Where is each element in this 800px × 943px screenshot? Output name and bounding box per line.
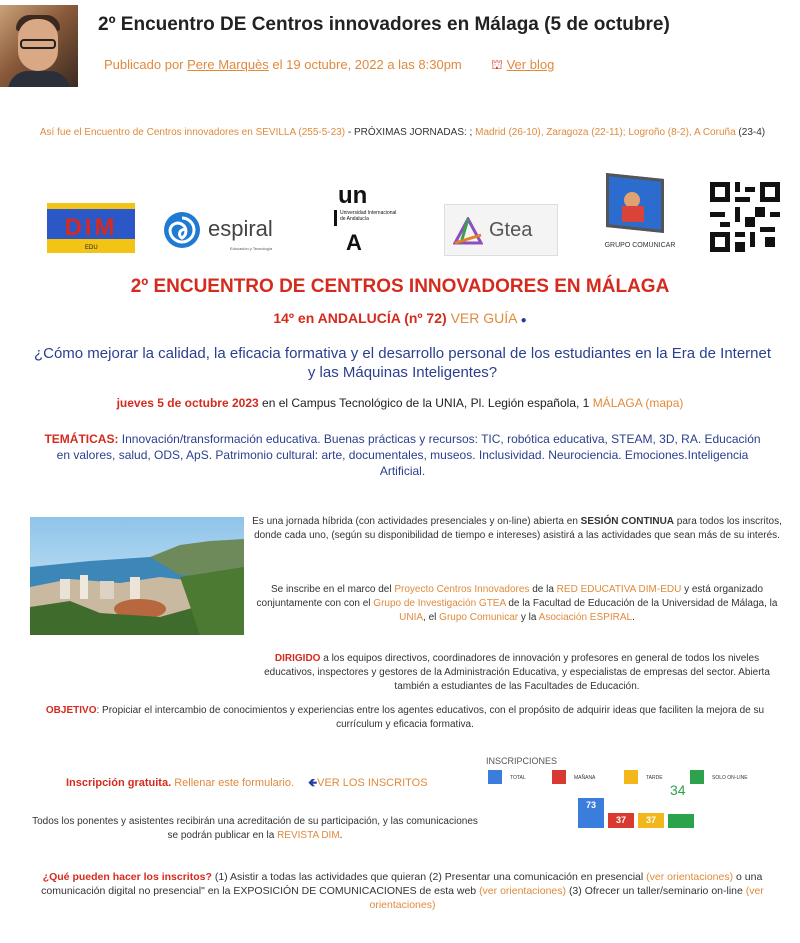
legend-label-1: MAÑANA: [574, 775, 596, 781]
view-blog-link[interactable]: Ver blog: [506, 57, 555, 72]
published-prefix: Publicado por: [104, 57, 184, 72]
project-link[interactable]: Proyecto Centros Innovadores: [394, 584, 530, 595]
espiral-logo[interactable]: espiral Educación y Tecnología: [160, 208, 290, 258]
gtea-triangle-icon: [453, 217, 483, 247]
form-link[interactable]: Rellenar este formulario.: [174, 777, 295, 789]
next-label: - PRÓXIMAS JORNADAS: ;: [347, 127, 473, 138]
view-guide-link[interactable]: VER GUÍA: [450, 310, 517, 326]
registration-row: [66, 774, 466, 793]
event-title: 2º ENCUENTRO DE CENTROS INNOVADORES EN MÁLAGA: [130, 276, 670, 297]
revista-dim-link[interactable]: REVISTA DIM: [277, 830, 340, 841]
gtea-link[interactable]: Grupo de Investigación GTEA: [373, 598, 506, 609]
espiral-link[interactable]: Asociación ESPIRAL: [538, 612, 633, 623]
inscriptions-bar-1: 37: [608, 813, 634, 828]
seville-link[interactable]: Así fue el Encuentro de Centros innovadores en SEVILLA (255-5-23): [39, 127, 346, 138]
legend-swatch-0: [488, 770, 502, 784]
legend-label-3: SOLO ON-LINE: [712, 775, 748, 781]
author-link[interactable]: Pere Marquès: [187, 57, 269, 72]
city-link[interactable]: MÁLAGA: [592, 396, 643, 410]
orientations-link-2[interactable]: (ver orientaciones): [479, 885, 567, 897]
inscriptions-chart: [486, 756, 786, 830]
hybrid-info: Es una jornada híbrida (con actividades presenciales y on-line) abierta en SESIÓN CONTINUA para todos los inscritos, donde cada uno, (según su disponibilidad de tiempo e intereses) asistirá a las actividades que sean más de su interés.: [252, 516, 782, 541]
legend-swatch-1: [552, 770, 566, 784]
unia-link[interactable]: UNIA: [399, 612, 424, 623]
gtea-logo[interactable]: Gtea: [444, 204, 558, 256]
comunicar-link[interactable]: Grupo Comunicar: [439, 612, 519, 623]
legend-label-2: TARDE: [646, 775, 663, 781]
event-question: ¿Cómo mejorar la calidad, la eficacia formativa y el desarrollo personal de los estudiantes en la Era de Internet y las Máquinas Inteligentes?: [33, 345, 772, 381]
espiral-spiral-icon: [162, 210, 202, 250]
dim-edu-link[interactable]: RED EDUCATIVA DIM-EDU: [556, 584, 682, 595]
madrid-link[interactable]: Madrid (26-10),: [475, 127, 544, 138]
qr-code-icon: [710, 182, 780, 252]
unia-logo[interactable]: un Universidad Internacional de Andalucía A: [334, 186, 400, 258]
objective: OBJETIVO: Propiciar el intercambio de conocimientos y experiencias entre los agentes educativos, con el propósito de adquirir ideas que faciliten la mejora de su currículum y eficacia formativa.: [45, 705, 765, 730]
zaragoza-link[interactable]: Zaragoza (22-11);: [546, 127, 626, 138]
malaga-photo: [30, 517, 244, 635]
coruna-link[interactable]: A Coruña: [693, 127, 736, 138]
bullet-icon: ●: [520, 315, 527, 326]
previous-encounters: [30, 126, 775, 140]
orientations-link-1[interactable]: (ver orientaciones): [646, 871, 734, 883]
event-date-location: [0, 396, 800, 410]
blog-icon: ⛫: [491, 57, 503, 72]
view-registered-link[interactable]: VER LOS INSCRITOS: [317, 777, 428, 789]
inscriptions-bar-3: [668, 814, 694, 828]
framework-info: Se inscribe en el marco del Proyecto Centros Innovadores de la RED EDUCATIVA DIM-EDU y está organizado conjuntamente con con el Grupo de Investigación GTEA de la Facultad de Educación de la Universidad de Málaga, la UNIA, el Grupo Comunicar y la Asociación ESPIRAL.: [256, 584, 778, 623]
topics-text: Innovación/transformación educativa. Buenas prácticas y recursos: TIC, robótica educativa, STEAM, 3D, RA. Educación en valores, salud, ODS, ApS. Patrimonio cultural: arte, documentales, museos. Inclusividad. Neurociencia. Emociones.Inteligencia Artificial.: [56, 432, 761, 478]
published-date: el 19 octubre, 2022 a las 8:30pm: [272, 57, 462, 72]
legend-label-0: TOTAL: [510, 775, 526, 781]
inscriptions-title: INSCRIPCIONES: [486, 756, 558, 766]
event-location: en el Campus Tecnológico de la UNIA, Pl. Legión española, 1: [262, 396, 590, 410]
topics: [40, 431, 765, 479]
logrono-link[interactable]: Logroño (8-2),: [628, 127, 692, 138]
arrow-left-icon: 🡸: [308, 777, 318, 789]
free-registration-label: Inscripción gratuita.: [66, 777, 172, 789]
accreditation-note: Todos los ponentes y asistentes recibirán una acreditación de su participación, y las comunicaciones se podrán publicar en la REVISTA DIM.: [32, 816, 478, 841]
online-count: 34: [670, 782, 686, 798]
coruna-date: (23-4): [738, 127, 766, 138]
qr-code[interactable]: [710, 182, 780, 252]
inscriptions-bar-2: 37: [638, 813, 664, 828]
post-title: 2º Encuentro DE Centros innovadores en Málaga (5 de octubre): [98, 14, 670, 35]
legend-swatch-2: [624, 770, 638, 784]
topics-label: TEMÁTICAS:: [44, 432, 119, 446]
event-subtitle: 14º en ANDALUCÍA (nº 72): [273, 310, 447, 326]
dim-edu-logo[interactable]: DIM EDU: [46, 202, 136, 254]
event-date: jueves 5 de octubre 2023: [116, 396, 259, 410]
orientations-link-3[interactable]: (ver orientaciones): [369, 885, 764, 911]
malaga-landscape-image: [30, 517, 244, 635]
grupo-comunicar-logo[interactable]: GRUPO COMUNICAR: [592, 176, 688, 256]
author-avatar: [0, 5, 78, 87]
footer-info: ¿Qué pueden hacer los inscritos? (1) Asistir a todas las actividades que quieran (2) Presentar una comunicación en presencial (ver orientaciones) o una comunicación digital no presencial" en la EXPOSICIÓN DE COMUNICACIONES de esta web (ver orientaciones) (3) Ofrecer un taller/seminario on-line (ver orientaciones): [41, 871, 764, 911]
event-subtitle-row: [0, 310, 800, 326]
legend-swatch-3: [690, 770, 704, 784]
inscriptions-bar-0: 73: [578, 798, 604, 828]
map-link[interactable]: (mapa): [645, 396, 684, 410]
post-meta: [104, 57, 554, 75]
target-audience: DIRIGIDO a los equipos directivos, coordinadores de innovación y profesores en general de todos los niveles educativos, inspectores y gestores de la Administración Educativa, y especialistas de empresas del sector. Abierta también a estudiantes de las Facultades de Educación.: [264, 653, 770, 692]
